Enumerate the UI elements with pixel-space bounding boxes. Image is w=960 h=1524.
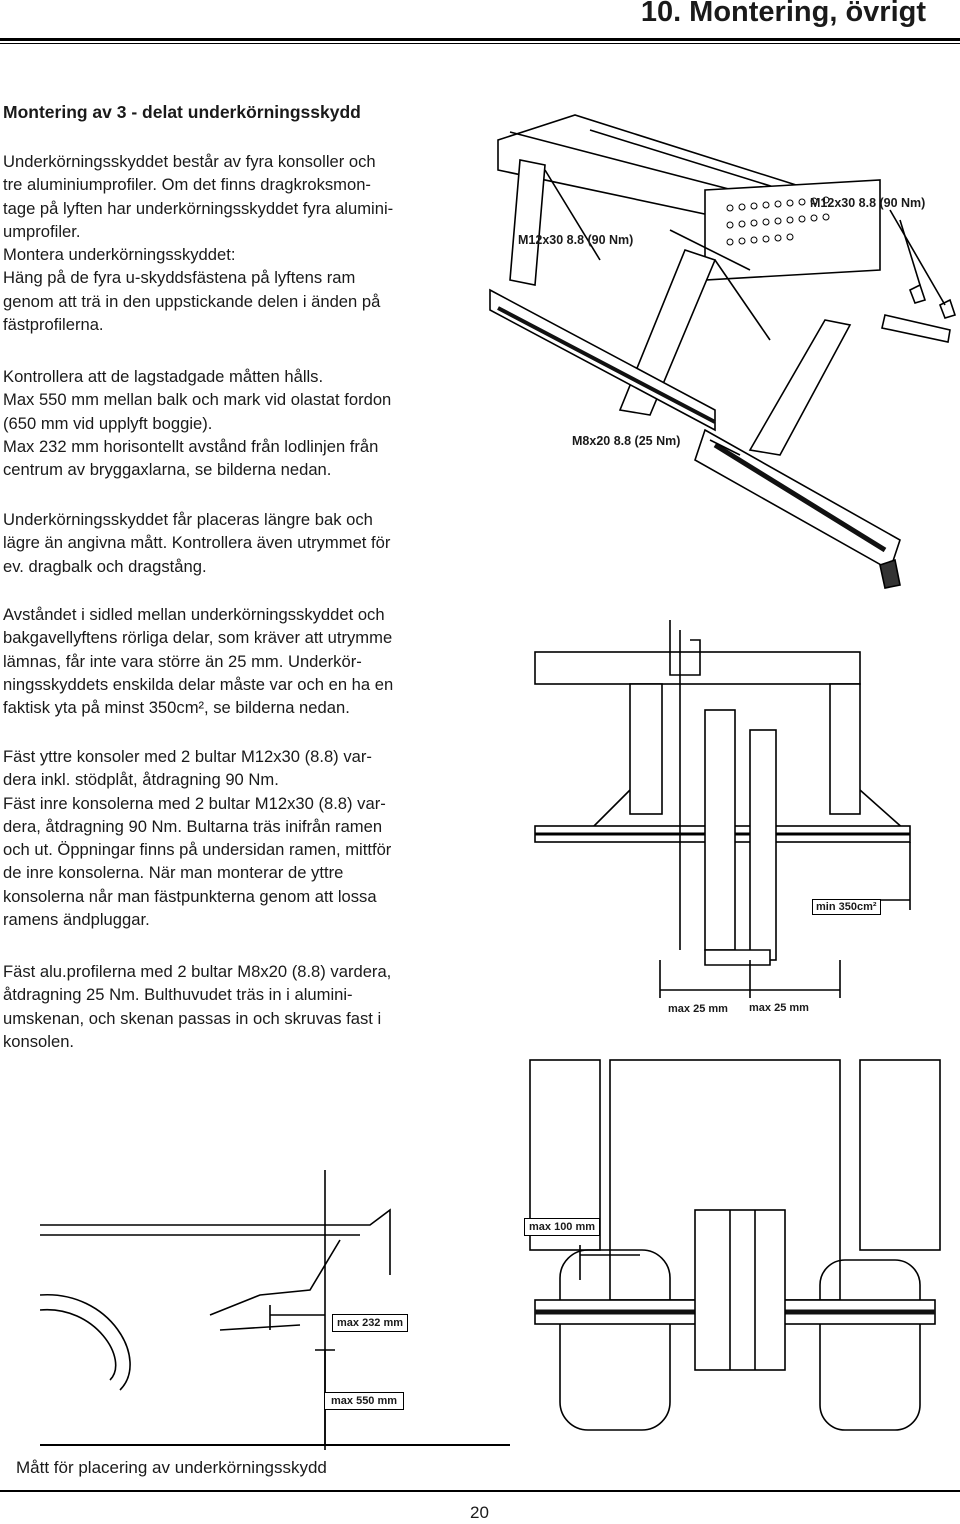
text-line: (650 mm vid upplyft boggie). [3, 413, 213, 433]
section-title: Montering av 3 - delat underkörningsskydd [3, 102, 361, 122]
text-line: umprofiler. [3, 221, 81, 241]
page-number: 20 [470, 1503, 489, 1522]
footer-divider [0, 1490, 960, 1492]
text-line: tre aluminiumprofiler. Om det finns dragkroksmon- [3, 175, 371, 195]
text-line: Fäst inre konsolerna med 2 bultar M12x30 (8.8) var- [3, 793, 386, 813]
text-line: ev. dragbalk och dragstång. [3, 556, 207, 576]
header-divider [0, 38, 960, 41]
bolt-label-profile: M8x20 8.8 (25 Nm) [572, 434, 681, 448]
text-line: Avståndet i sidled mellan underkörningsskyddet och [3, 605, 385, 624]
text-line: konsolerna når man fästpunkterna genom att lossa [3, 886, 377, 906]
text-line: Kontrollera att de lagstadgade måtten hålls. [3, 367, 324, 386]
text-line: och ut. Öppningar finns på undersidan ramen, mittför [3, 840, 392, 860]
max-100-label: max 100 mm [524, 1218, 600, 1236]
text-line: konsolen. [3, 1031, 75, 1051]
min-area-label: min 350cm² [812, 899, 881, 915]
assembly-drawing [480, 110, 960, 590]
text-line: lämnas, får inte vara större än 25 mm. Underkör- [3, 651, 362, 671]
rear-view-drawing [520, 620, 920, 1040]
text-line: Fäst alu.profilerna med 2 bultar M8x20 (8.8) vardera, [3, 962, 392, 981]
max-550-label: max 550 mm [324, 1392, 404, 1410]
text-line: centrum av bryggaxlarna, se bilderna nedan. [3, 460, 332, 480]
text-line: ningsskyddets enskilda delar måste var och en ha en [3, 674, 394, 694]
text-line: dera, åtdragning 90 Nm. Bultarna träs inifrån ramen [3, 816, 383, 836]
text-line: lägre än angivna mått. Kontrollera även utrymmet för [3, 533, 391, 553]
max-232-label: max 232 mm [332, 1314, 408, 1332]
text-line: Max 550 mm mellan balk och mark vid olastat fordon [3, 390, 392, 410]
text-line: genom att trä in den uppstickande delen i änden på [3, 291, 381, 311]
paragraph-measurements [3, 365, 391, 481]
text-line: faktisk yta på minst 350cm², se bilderna nedan. [3, 698, 350, 718]
paragraph-intro [3, 150, 393, 336]
page-title: 10. Montering, övrigt [640, 0, 926, 28]
header-divider-thin [0, 43, 960, 44]
paragraph-placement [3, 508, 390, 578]
gap-label-right: max 25 mm [749, 1002, 809, 1014]
gap-label-left: max 25 mm [668, 1003, 728, 1015]
figure-caption: Mått för placering av underkörningsskydd [16, 1458, 327, 1477]
text-line: Montera underkörningsskyddet: [3, 245, 236, 265]
text-line: fästprofilerna. [3, 315, 104, 335]
text-line: bakgavellyftens rörliga delar, som kräver att utrymme [3, 628, 393, 648]
bolt-label-inner: M12x30 8.8 (90 Nm) [518, 233, 634, 247]
side-view-drawing [40, 1060, 510, 1450]
text-line: umskenan, och skenan passas in och skruvas fast i [3, 1008, 382, 1028]
paragraph-side-gap [3, 603, 393, 719]
text-line: Underkörningsskyddet består av fyra konsoller och [3, 152, 376, 171]
text-line: ramens ändpluggar. [3, 910, 150, 930]
paragraph-profiles [3, 960, 391, 1053]
text-line: åtdragning 25 Nm. Bulthuvudet träs in i alumini- [3, 985, 353, 1005]
paragraph-consoles [3, 745, 391, 931]
text-line: Fäst yttre konsoler med 2 bultar M12x30 (8.8) var- [3, 747, 372, 766]
bolt-label-outer: M12x30 8.8 (90 Nm) [810, 196, 926, 210]
text-line: tage på lyften har underkörningsskyddet fyra alumini- [3, 198, 394, 218]
text-line: dera inkl. stödplåt, åtdragning 90 Nm. [3, 770, 279, 790]
text-line: de inre konsolerna. När man monterar de yttre [3, 863, 344, 883]
text-line: Max 232 mm horisontellt avstånd från lodlinjen från [3, 436, 379, 456]
text-line: Underkörningsskyddet får placeras längre bak och [3, 510, 373, 529]
wheel-view-drawing [520, 1050, 960, 1450]
text-line: Häng på de fyra u-skyddsfästena på lyftens ram [3, 268, 356, 288]
